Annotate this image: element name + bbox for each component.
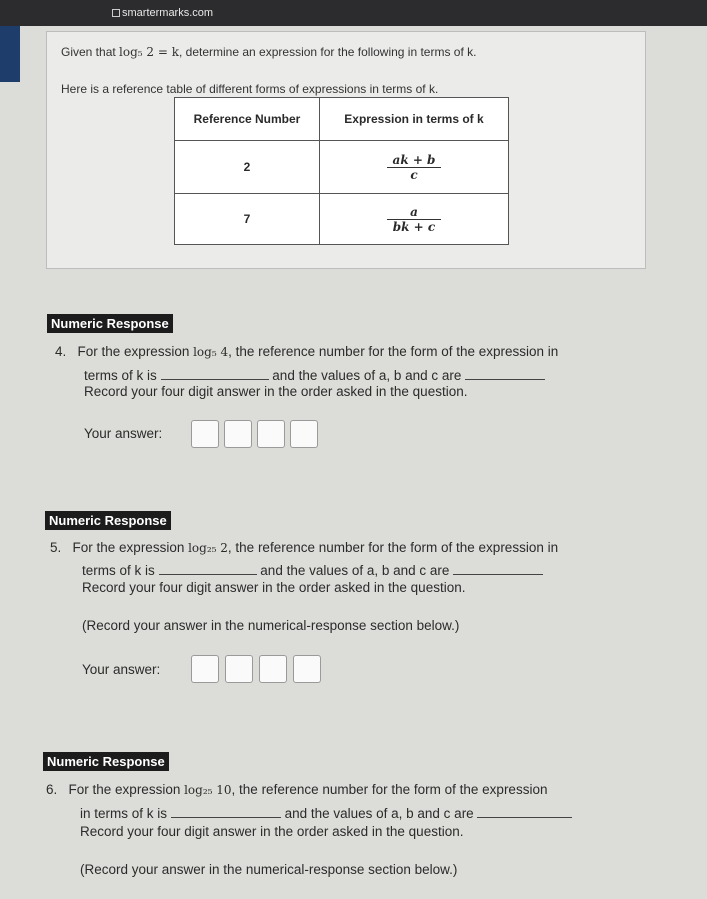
fraction — [387, 153, 442, 182]
denominator: bk + c — [392, 219, 436, 234]
blank-line — [477, 817, 572, 818]
question-text: terms of k is — [84, 368, 157, 383]
ref-number-cell: 2 — [175, 141, 320, 194]
question-text: terms of k is — [82, 563, 155, 578]
answer-digit-box[interactable] — [257, 420, 285, 448]
intro-math: log₅ 2 = k — [119, 45, 179, 59]
question-5-line-3: Record your four digit answer in the order asked in the question. — [82, 580, 466, 595]
answer-digit-box[interactable] — [191, 655, 219, 683]
numerator: ak + b — [387, 153, 442, 168]
answer-digit-box[interactable] — [293, 655, 321, 683]
question-number: 5. — [50, 540, 62, 555]
question-text: in terms of k is — [80, 806, 168, 821]
your-answer-label: Your answer: — [84, 426, 163, 441]
question-4-line-2 — [84, 368, 545, 383]
your-answer-label: Your answer: — [82, 662, 161, 677]
expression-cell — [320, 141, 509, 194]
question-text-pre: For the expression — [77, 344, 194, 359]
question-text: and the values of a, b and c are — [272, 368, 462, 383]
answer-digit-box[interactable] — [290, 420, 318, 448]
question-text-post: , the reference number for the form of the expression in — [227, 540, 559, 555]
intro-line-2: Here is a reference table of different forms of expressions in terms of k. — [61, 82, 439, 96]
question-math: log₂₅ 10 — [184, 783, 232, 797]
question-text-post: , the reference number for the form of the expression in — [228, 344, 559, 359]
side-strip — [0, 26, 20, 82]
denominator: c — [410, 167, 418, 182]
ref-number-cell: 7 — [175, 194, 320, 245]
table-row — [175, 194, 509, 245]
fraction — [387, 205, 441, 234]
browser-bar — [0, 0, 707, 26]
question-6-line-2 — [80, 806, 572, 821]
intro-line-1-post: , determine an expression for the following in terms of k. — [179, 45, 477, 59]
intro-line-1 — [61, 45, 476, 59]
table-header-row — [175, 98, 509, 141]
numeric-response-badge: Numeric Response — [43, 752, 169, 771]
question-5-line-1 — [50, 540, 558, 555]
question-number: 6. — [46, 782, 58, 797]
lock-icon — [112, 9, 120, 17]
answer-digit-box[interactable] — [225, 655, 253, 683]
header-reference-number: Reference Number — [175, 98, 320, 141]
question-5-note: (Record your answer in the numerical-response section below.) — [82, 618, 460, 633]
blank-line — [159, 574, 257, 575]
question-5-line-2 — [82, 563, 543, 578]
answer-digit-box[interactable] — [259, 655, 287, 683]
url-text[interactable]: smartermarks.com — [122, 7, 214, 19]
question-text-pre: For the expression — [72, 540, 189, 555]
question-math: log₅ 4 — [193, 345, 229, 359]
table-row — [175, 141, 509, 194]
expression-cell — [320, 194, 509, 245]
question-6-note: (Record your answer in the numerical-response section below.) — [80, 862, 458, 877]
blank-line — [453, 574, 543, 575]
question-number: 4. — [55, 344, 67, 359]
numeric-response-badge: Numeric Response — [47, 314, 173, 333]
numeric-response-badge: Numeric Response — [45, 511, 171, 530]
numerator: a — [387, 205, 441, 220]
intro-line-1-pre: Given that — [61, 45, 120, 59]
question-text-post: , the reference number for the form of the expression — [231, 782, 548, 797]
question-6-line-3: Record your four digit answer in the order asked in the question. — [80, 824, 464, 839]
blank-line — [171, 817, 281, 818]
question-text: and the values of a, b and c are — [260, 563, 450, 578]
question-math: log₂₅ 2 — [188, 541, 228, 555]
answer-digit-box[interactable] — [224, 420, 252, 448]
question-6-line-1 — [46, 782, 547, 797]
question-4-line-1 — [55, 344, 558, 359]
header-expression: Expression in terms of k — [320, 98, 509, 141]
blank-line — [161, 379, 269, 380]
answer-digit-box[interactable] — [191, 420, 219, 448]
reference-table — [174, 97, 509, 245]
blank-line — [465, 379, 545, 380]
question-text: and the values of a, b and c are — [284, 806, 474, 821]
question-4-line-3: Record your four digit answer in the order asked in the question. — [84, 384, 468, 399]
question-text-pre: For the expression — [68, 782, 185, 797]
